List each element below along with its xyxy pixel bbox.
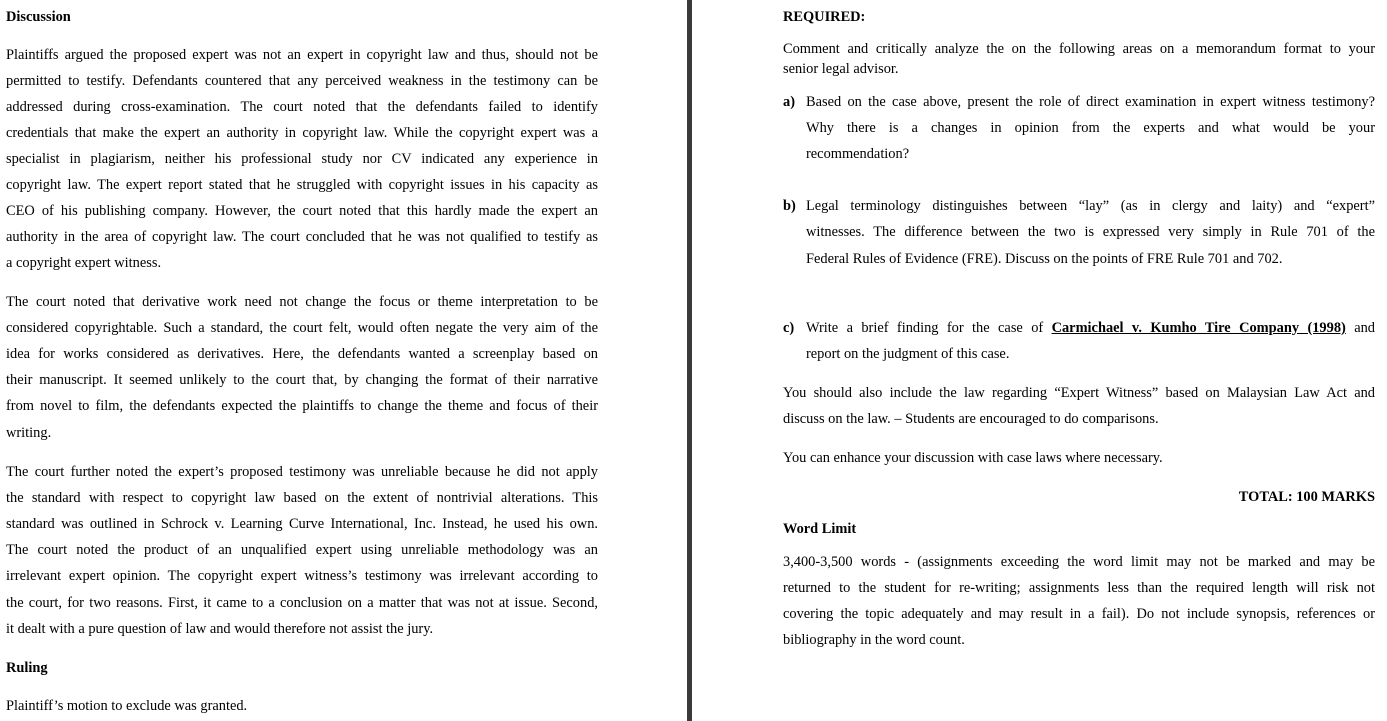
text-line: Federal Rules of Evidence (FRE). Discuss on the points of FRE Rule 701 and 702. (806, 251, 1283, 267)
text-line: it dealt with a pure question of law and would therefore not assist the jury. (6, 621, 434, 637)
case-prefix: Write a brief finding for the case of (806, 320, 1052, 336)
text-line: You should also include the law regarding “Expert Witness” based on Malaysian Law Act and (783, 385, 1375, 401)
text-line: The court further noted the expert’s proposed testimony was unreliable because he did not apply (6, 464, 598, 480)
word-limit-heading: Word Limit (783, 521, 857, 537)
text-line: writing. (6, 425, 52, 441)
text-line: witnesses. The difference between the two is expressed very simply in Rule 701 of the (806, 224, 1375, 240)
text-line (806, 319, 1375, 337)
text-line: from novel to film, the defendants expected the plaintiffs to change the theme and focus of their (6, 398, 598, 414)
text-line: senior legal advisor. (783, 61, 899, 77)
text-line: Based on the case above, present the role of direct examination in expert witness testimony? (806, 94, 1375, 110)
list-marker: c) (783, 320, 795, 336)
text-line: Legal terminology distinguishes between “lay” (as in clergy and laity) and “expert” (806, 198, 1375, 214)
list-marker: a) (783, 94, 795, 110)
text-line: report on the judgment of this case. (806, 346, 1010, 362)
text-line: the standard with respect to copyright law based on the extent of nontrivial alterations. This (6, 490, 598, 506)
text-line: Comment and critically analyze the on the following areas on a memorandum format to your (783, 41, 1375, 57)
text-line: standard was outlined in Schrock v. Learning Curve International, Inc. Instead, he used his own. (6, 516, 598, 532)
text-line: authority in the area of copyright law. The court concluded that he was not qualified to testify as (6, 229, 598, 245)
text-line: returned to the student for re-writing; assignments less than the required length will risk not (783, 580, 1375, 596)
text-line: The court noted the product of an unqualified expert using unreliable methodology was an (6, 542, 598, 558)
required-heading: REQUIRED: (783, 9, 866, 25)
text-line: credentials that make the expert an authority in copyright law. While the copyright expert was a (6, 125, 598, 141)
text-line: the court, for two reasons. First, it came to a conclusion on a matter that was not at issue. Second, (6, 595, 598, 611)
left-page (0, 0, 687, 721)
text-line: bibliography in the word count. (783, 632, 965, 648)
case-suffix: and (1345, 320, 1376, 336)
list-marker: b) (783, 198, 796, 214)
text-line: a copyright expert witness. (6, 255, 162, 271)
text-line: their manuscript. It seemed unlikely to the court that, by changing the format of their narrative (6, 372, 598, 388)
text-line: discuss on the law. – Students are encouraged to do comparisons. (783, 411, 1159, 427)
ruling-heading: Ruling (6, 660, 48, 676)
ruling-text: Plaintiff’s motion to exclude was granted. (6, 698, 248, 714)
text-line: addressed during cross-examination. The court noted that the defendants failed to identify (6, 99, 598, 115)
enhance-note: You can enhance your discussion with case laws where necessary. (783, 450, 1163, 466)
text-line: covering the topic adequately and may result in a fail). Do not include synopsis, references or (783, 606, 1375, 622)
text-line: 3,400-3,500 words - (assignments exceeding the word limit may not be marked and may be (783, 554, 1375, 570)
text-line: copyright law. The expert report stated that he struggled with copyright issues in his capacity as (6, 177, 598, 193)
text-line: specialist in plagiarism, neither his professional study nor CV indicated any experience in (6, 151, 598, 167)
text-line: permitted to testify. Defendants countered that any perceived weakness in the testimony can be (6, 73, 598, 89)
text-line: irrelevant expert opinion. The copyright expert witness’s testimony was irrelevant according to (6, 568, 598, 584)
text-line: The court noted that derivative work need not change the focus or theme interpretation to be (6, 294, 598, 310)
case-name: Carmichael v. Kumho Tire Company (1998) (1051, 320, 1346, 336)
text-line: Plaintiffs argued the proposed expert was not an expert in copyright law and thus, should not be (6, 47, 598, 63)
text-line: idea for works considered as derivatives. Here, the defendants wanted a screenplay based on (6, 346, 598, 362)
text-line: considered copyrightable. Such a standard, the court felt, would often negate the very aim of the (6, 320, 598, 336)
text-line: CEO of his publishing company. However, the court noted that this hardly made the expert an (6, 203, 598, 219)
total-marks: TOTAL: 100 MARKS (1238, 489, 1375, 505)
discussion-heading: Discussion (6, 9, 71, 25)
text-line: Why there is a changes in opinion from the experts and what would be your (806, 120, 1375, 136)
text-line: recommendation? (806, 146, 910, 162)
right-page (692, 0, 1387, 721)
